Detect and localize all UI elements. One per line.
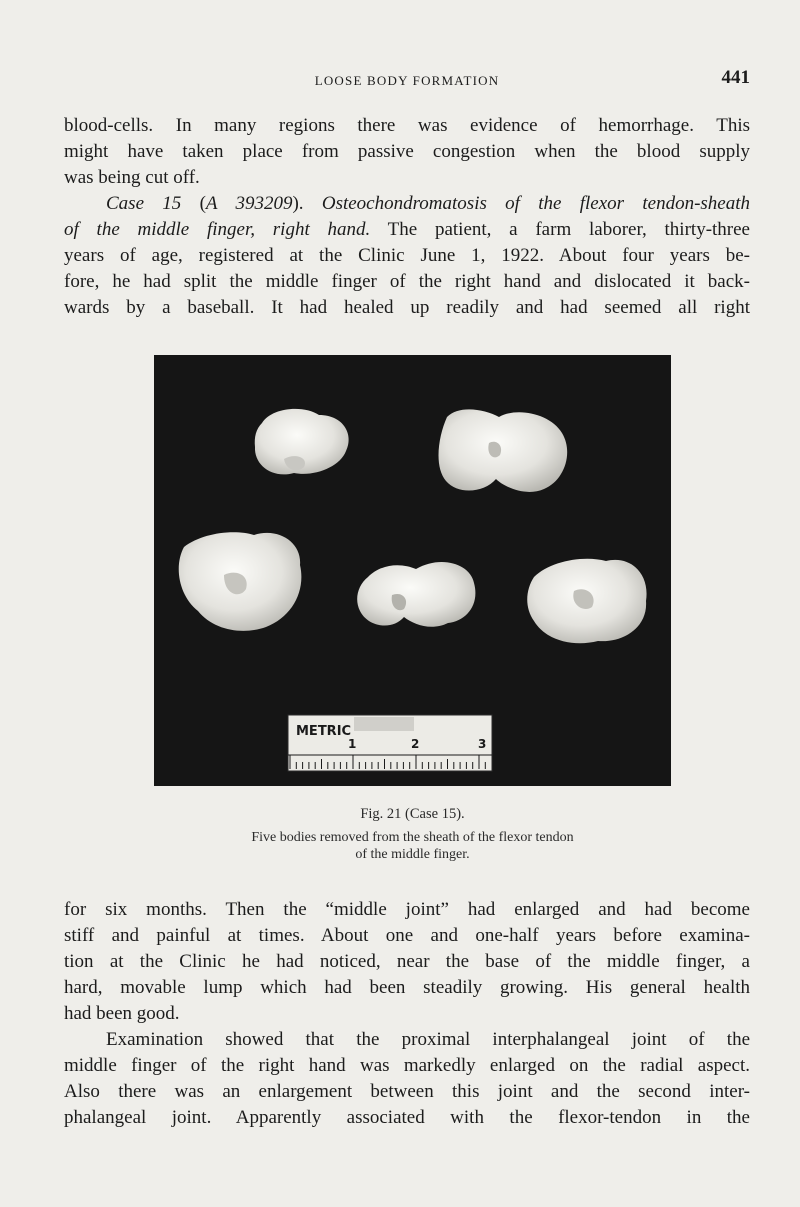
ruler-number: 2 [411, 737, 420, 751]
text-line: stiff and painful at times. About one and one-half years before examina- [64, 925, 750, 946]
text-line: middle finger of the right hand was markedly enlarged on the radial aspect. [64, 1055, 750, 1076]
loose-body [527, 559, 646, 644]
running-title: LOOSE BODY FORMATION [314, 73, 500, 88]
figure-caption [154, 829, 671, 863]
text-line: tion at the Clinic he had noticed, near the base of the middle finger, a [64, 951, 750, 972]
case-text: The patient, a farm laborer, thirty-three [387, 219, 750, 240]
text-line: might have taken place from passive congestion when the blood supply [64, 141, 750, 162]
case-heading-line: Case 15 (A 393209). Osteochondromatosis of the flexor tendon-sheath [106, 193, 751, 214]
figure-label: Fig. 21 (Case 15). [360, 806, 465, 822]
text-line: for six months. Then the “middle joint” had enlarged and had become [64, 899, 750, 920]
top-text-block [64, 113, 750, 321]
text-line: was being cut off. [64, 167, 200, 188]
case-heading-line-2 [64, 217, 750, 243]
text-line: wards by a baseball. It had healed up readily and had seemed all right [64, 297, 750, 318]
text-line: Also there was an enlargement between this joint and the second inter- [64, 1081, 750, 1102]
text-line: blood-cells. In many regions there was evidence of hemorrhage. This [64, 115, 750, 136]
bottom-text-block [64, 897, 750, 1131]
caption-line: Five bodies removed from the sheath of the flexor tendon [251, 830, 574, 845]
ruler-number: 1 [348, 737, 357, 751]
text-line: Examination showed that the proximal interphalangeal joint of the [106, 1029, 750, 1050]
case-label: Case 15 [106, 193, 182, 214]
text-line: had been good. [64, 1003, 180, 1024]
text-line: years of age, registered at the Clinic June 1, 1922. About four years be- [64, 245, 750, 266]
metric-ruler [288, 715, 492, 771]
figure-photograph [154, 355, 671, 786]
case-ref: A 393209 [205, 193, 293, 214]
ruler-label: METRIC [296, 724, 352, 739]
page-number: 441 [721, 67, 750, 88]
text-line: hard, movable lump which had been steadily growing. His general health [64, 977, 750, 998]
figure-image [154, 355, 671, 786]
loose-body [439, 409, 568, 492]
case-title: Osteochondromatosis of the flexor tendon-sheath [321, 193, 751, 214]
text-line: fore, he had split the middle finger of the right hand and dislocated it back- [64, 271, 750, 292]
caption-line: of the middle finger. [355, 847, 470, 862]
case-title-cont: of the middle finger, right hand. [64, 219, 371, 240]
ruler-number: 3 [478, 737, 487, 751]
text-line: phalangeal joint. Apparently associated with the flexor-tendon in the [64, 1107, 750, 1128]
loose-body [357, 562, 475, 627]
running-head [64, 67, 750, 94]
